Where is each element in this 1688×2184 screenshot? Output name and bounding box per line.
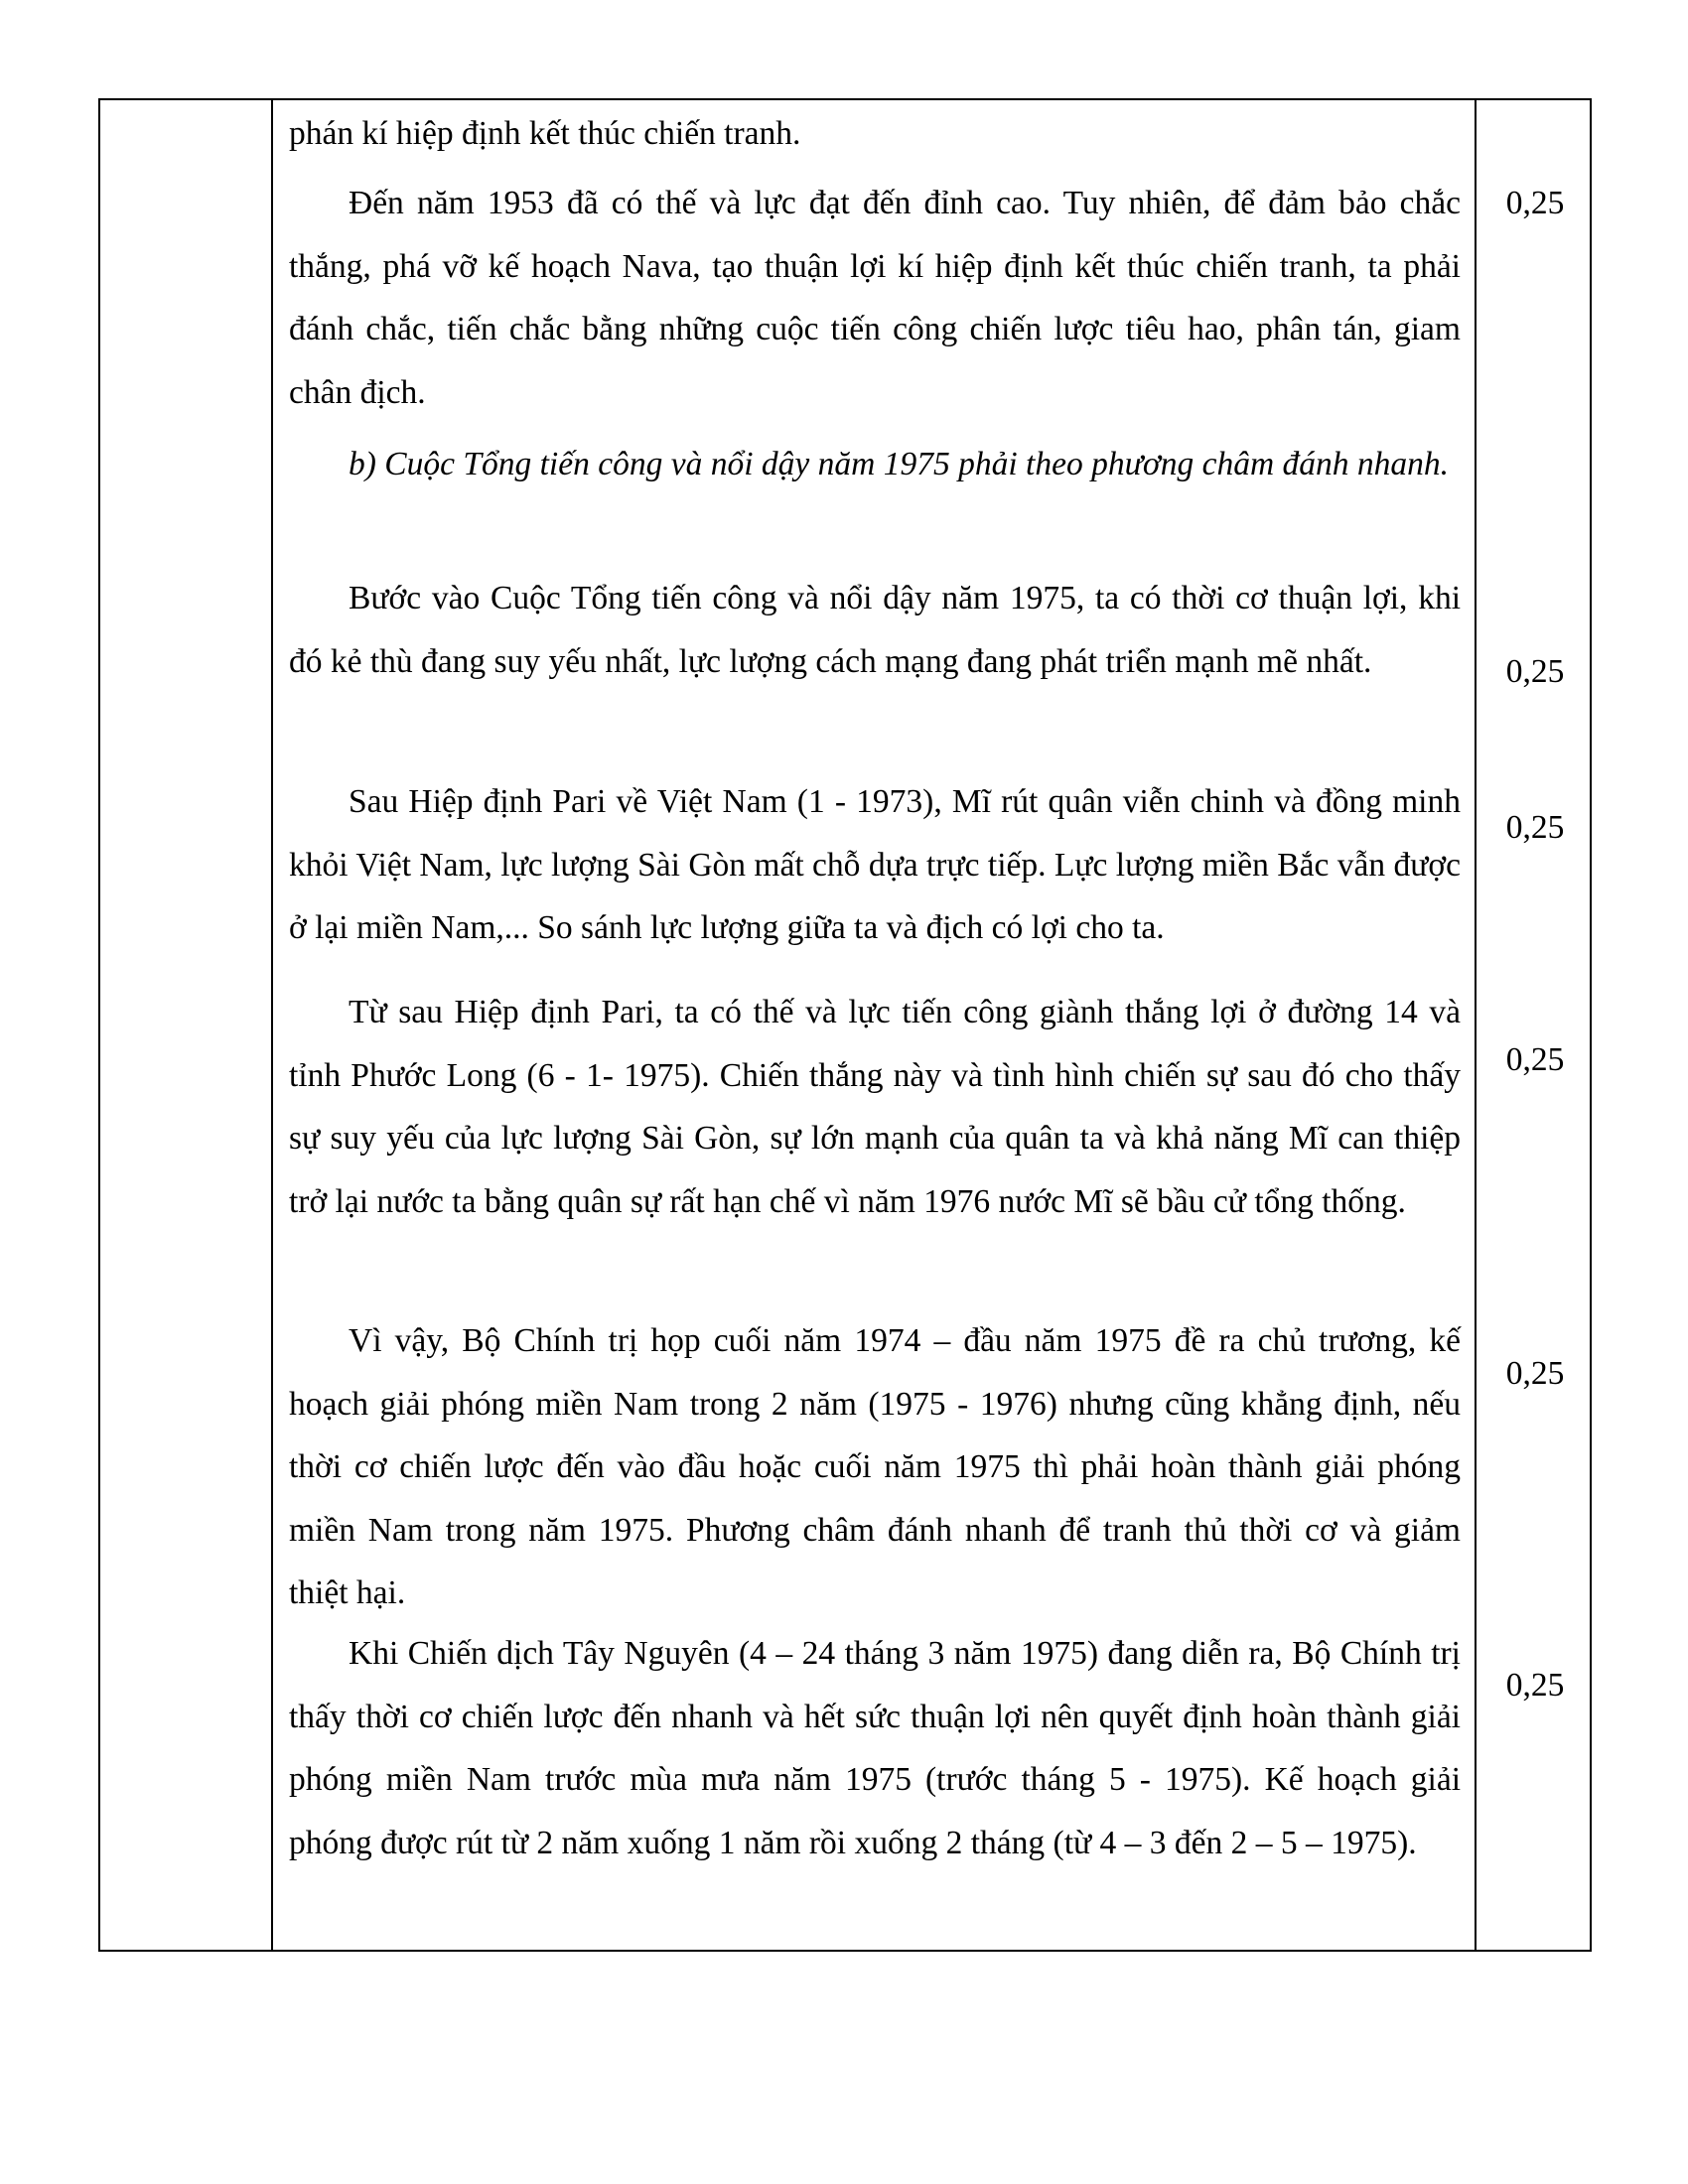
answer-paragraph: Khi Chiến dịch Tây Nguyên (4 – 24 tháng 3 năm 1975) đang diễn ra, Bộ Chính trị thấy thời cơ chiến lược đến nhanh và hết sức thuận lợi nên quyết định hoàn thành giải phóng miền Nam trước mùa mưa năm 1975 (trước tháng 5 - 1975). Kế hoạch giải phóng được rút từ 2 năm xuống 1 năm rồi xuống 2 tháng (từ 4 – 3 đến 2 – 5 – 1975).	[289, 1635, 1461, 1861]
answer-paragraph: Vì vậy, Bộ Chính trị họp cuối năm 1974 – đầu năm 1975 đề ra chủ trương, kế hoạch giải phóng miền Nam trong 2 năm (1975 - 1976) nhưng cũng khẳng định, nếu thời cơ chiến lược đến vào đầu hoặc cuối năm 1975 thì phải hoàn thành giải phóng miền Nam trong năm 1975. Phương châm đánh nhanh để tranh thủ thời cơ và giảm thiệt hại.	[289, 1322, 1461, 1611]
answer-paragraph: Sau Hiệp định Pari về Việt Nam (1 - 1973), Mĩ rút quân viễn chinh và đồng minh khỏi Việt Nam, lực lượng Sài Gòn mất chỗ dựa trực tiếp. Lực lượng miền Bắc vẫn được ở lại miền Nam,... So sánh lực lượng giữa ta và địch có lợi cho ta.	[289, 783, 1461, 946]
score-value: 0,25	[1505, 1667, 1565, 1704]
column-divider-left	[271, 100, 273, 1950]
score-value: 0,25	[1505, 1355, 1565, 1392]
answer-paragraph: phán kí hiệp định kết thúc chiến tranh.	[289, 115, 801, 152]
score-value: 0,25	[1505, 653, 1565, 690]
answer-subheading: b) Cuộc Tổng tiến công và nổi dậy năm 1975 phải theo phương châm đánh nhanh.	[349, 446, 1450, 482]
answer-paragraph: Bước vào Cuộc Tổng tiến công và nổi dậy năm 1975, ta có thời cơ thuận lợi, khi đó kẻ thù đang suy yếu nhất, lực lượng cách mạng đang phát triển mạnh mẽ nhất.	[289, 580, 1461, 680]
answer-paragraph: Từ sau Hiệp định Pari, ta có thế và lực tiến công giành thắng lợi ở đường 14 và tỉnh Phước Long (6 - 1- 1975). Chiến thắng này và tình hình chiến sự sau đó cho thấy sự suy yếu của lực lượng Sài Gòn, sự lớn mạnh của quân ta và khả năng Mĩ can thiệp trở lại nước ta bằng quân sự rất hạn chế vì năm 1976 nước Mĩ sẽ bầu cử tổng thống.	[289, 994, 1461, 1220]
answer-paragraph: Đến năm 1953 đã có thế và lực đạt đến đỉnh cao. Tuy nhiên, để đảm bảo chắc thắng, phá vỡ kế hoạch Nava, tạo thuận lợi kí hiệp định kết thúc chiến tranh, ta phải đánh chắc, tiến chắc bằng những cuộc tiến công chiến lược tiêu hao, phân tán, giam chân địch.	[289, 185, 1461, 411]
score-value: 0,25	[1505, 1041, 1565, 1078]
score-value: 0,25	[1505, 809, 1565, 846]
score-value: 0,25	[1505, 185, 1565, 221]
answer-table	[98, 98, 1592, 1952]
